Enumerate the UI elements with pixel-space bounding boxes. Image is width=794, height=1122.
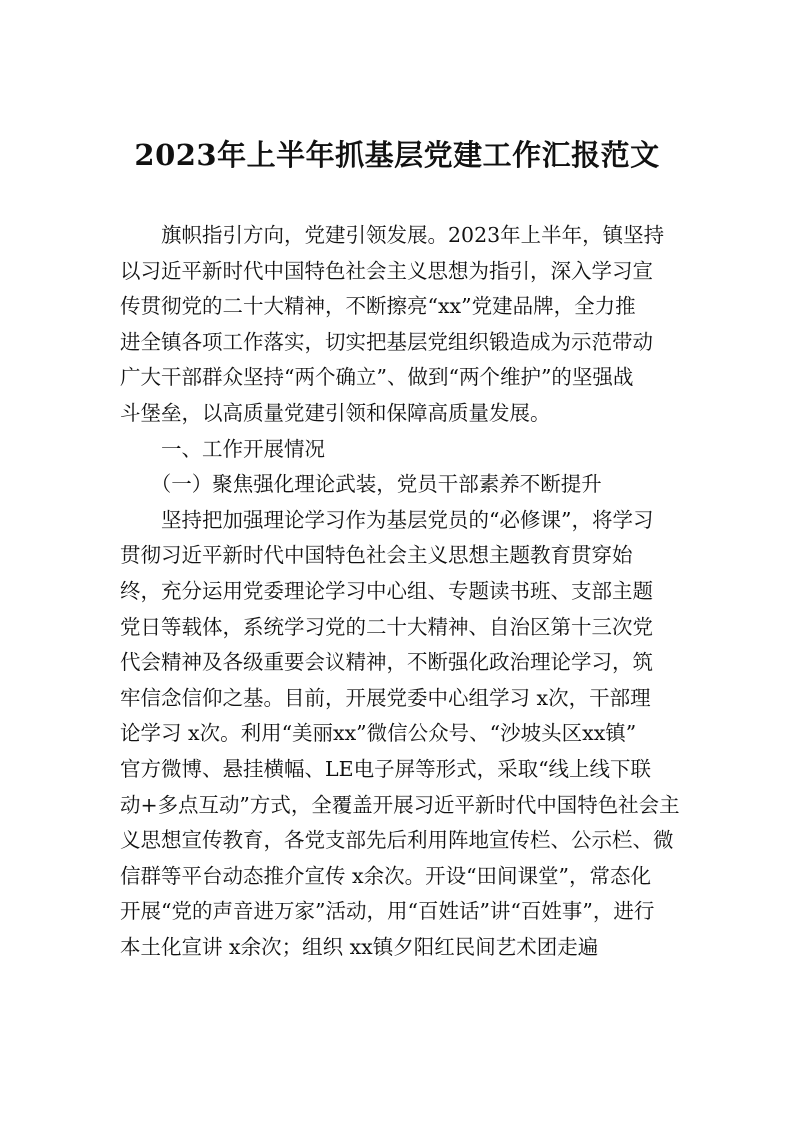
- body-line: 党日等载体，系统学习党的二十大精神、自治区第十三次党: [120, 614, 653, 639]
- body-line: 义思想宣传教育，各党支部先后利用阵地宣传栏、公示栏、微: [120, 828, 674, 853]
- body-line: 斗堡垒，以高质量党建引领和保障高质量发展。: [120, 400, 551, 425]
- body-line: 一、工作开展情况: [120, 436, 325, 461]
- body-line: 旗帜指引方向，党建引领发展。2023年上半年，镇坚持: [120, 223, 665, 247]
- body-line: 代会精神及各级重要会议精神，不断强化政治理论学习，筑: [120, 650, 653, 675]
- body-line: 坚持把加强理论学习作为基层党员的“必修课”，将学习: [120, 507, 654, 532]
- body-line: 终，充分运用党委理论学习中心组、专题读书班、支部主题: [120, 578, 653, 603]
- body-line: （一）聚焦强化理论武装，党员干部素养不断提升: [120, 472, 602, 497]
- body-line: 信群等平台动态推介宣传 x余次。开设“田间课堂”，常态化: [120, 863, 652, 888]
- body-line: 牢信念信仰之基。目前，开展党委中心组学习 x次，干部理: [120, 685, 651, 710]
- body-line: 动+多点互动”方式，全覆盖开展习近平新时代中国特色社会主: [120, 792, 680, 817]
- body-line: 进全镇各项工作落实，切实把基层党组织锻造成为示范带动: [120, 329, 653, 354]
- document-title: 2023年上半年抓基层党建工作汇报范文: [134, 138, 660, 172]
- body-line: 贯彻习近平新时代中国特色社会主义思想主题教育贯穿始: [120, 543, 633, 568]
- body-line: 论学习 x次。利用“美丽xx”微信公众号、“沙坡头区xx镇”: [120, 721, 637, 746]
- body-line: 开展“党的声音进万家”活动，用“百姓话”讲“百姓事”，进行: [120, 899, 655, 924]
- document-body: [120, 218, 680, 965]
- body-line: 官方微博、悬挂横幅、LE电子屏等形式，采取“线上线下联: [120, 756, 652, 781]
- body-line: 本土化宣讲 x余次；组织 xx镇夕阳红民间艺术团走遍: [120, 934, 599, 959]
- body-line: 广大干部群众坚持“两个确立”、做到“两个维护”的坚强战: [120, 365, 634, 390]
- body-line: 以习近平新时代中国特色社会主义思想为指引，深入学习宣: [120, 258, 653, 283]
- body-line: 传贯彻党的二十大精神，不断擦亮“xx”党建品牌，全力推: [120, 294, 636, 319]
